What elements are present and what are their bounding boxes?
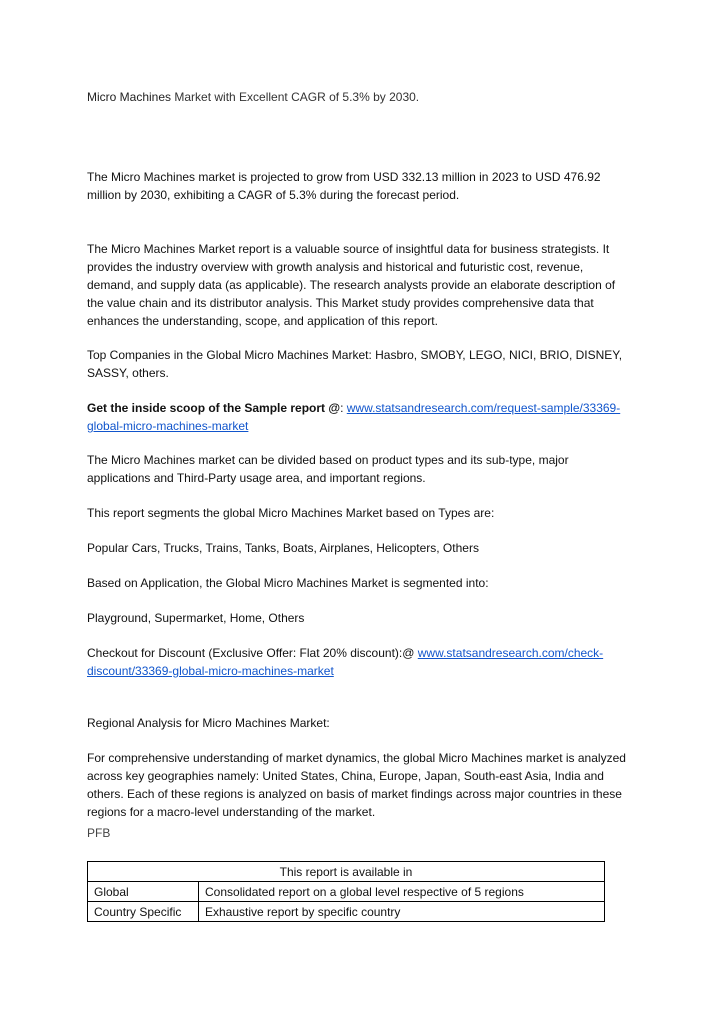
sample-report-label: Get the inside scoop of the Sample report @ [87,401,341,415]
paragraph-regional-analysis: For comprehensive understanding of market dynamics, the global Micro Machines market is analyzed across key geographies namely: United States, China, Europe, Japan, South-east Asia, India and others. Each of these regions is analyzed on basis of market findings across major countries in these regions for a macro-level understanding of the market. [87,751,626,819]
table-row [88,882,605,902]
availability-table [87,861,605,922]
paragraph-regional-heading: Regional Analysis for Micro Machines Market: [87,716,330,730]
table-row [88,902,605,922]
paragraph-forecast: The Micro Machines market is projected to grow from USD 332.13 million in 2023 to USD 476.92 million by 2030, exhibiting a CAGR of 5.3% during the forecast period. [87,170,601,202]
sample-report-link[interactable]: www.statsandresearch.com/request-sample/33369-global-micro-machines-market [87,401,621,433]
paragraph-sample-report [87,399,627,435]
table-cell-label: Global [88,882,199,902]
pfb-label: PFB [87,826,111,840]
paragraph-application-intro: Based on Application, the Global Micro Machines Market is segmented into: [87,576,489,590]
discount-link[interactable]: www.statsandresearch.com/check-discount/33369-global-micro-machines-market [87,646,604,678]
sample-report-separator: : [340,401,347,415]
headline-rest: Market with Excellent CAGR of 5.3% by 2030. [171,90,420,104]
paragraph-segmentation: The Micro Machines market can be divided based on product types and its sub-type, major applications and Third-Party usage area, and important regions. [87,453,569,485]
table-cell-value: Consolidated report on a global level respective of 5 regions [199,882,605,902]
headline-lead: Micro Machines [87,90,172,104]
table-header-cell: This report is available in [88,862,605,882]
paragraph-types-list: Popular Cars, Trucks, Trains, Tanks, Boats, Airplanes, Helicopters, Others [87,541,479,555]
paragraph-types-intro: This report segments the global Micro Machines Market based on Types are: [87,506,495,520]
paragraph-application-list: Playground, Supermarket, Home, Others [87,611,305,625]
discount-label: Checkout for Discount (Exclusive Offer: Flat 20% discount):@ [87,646,418,660]
table-header-row [88,862,605,882]
paragraph-report-overview: The Micro Machines Market report is a valuable source of insightful data for business strategists. It provides the industry overview with growth analysis and historical and futuristic cost, revenue, demand, and supply data (as applicable). The research analysts provide an elaborate description of the value chain and its distributor analysis. This Market study provides comprehensive data that enhances the understanding, scope, and application of this report. [87,242,616,328]
headline [87,88,627,106]
paragraph-top-companies: Top Companies in the Global Micro Machines Market: Hasbro, SMOBY, LEGO, NICI, BRIO, DISNEY, SASSY, others. [87,348,623,380]
table-cell-label: Country Specific [88,902,199,922]
paragraph-discount [87,644,627,680]
table-cell-value: Exhaustive report by specific country [199,902,605,922]
